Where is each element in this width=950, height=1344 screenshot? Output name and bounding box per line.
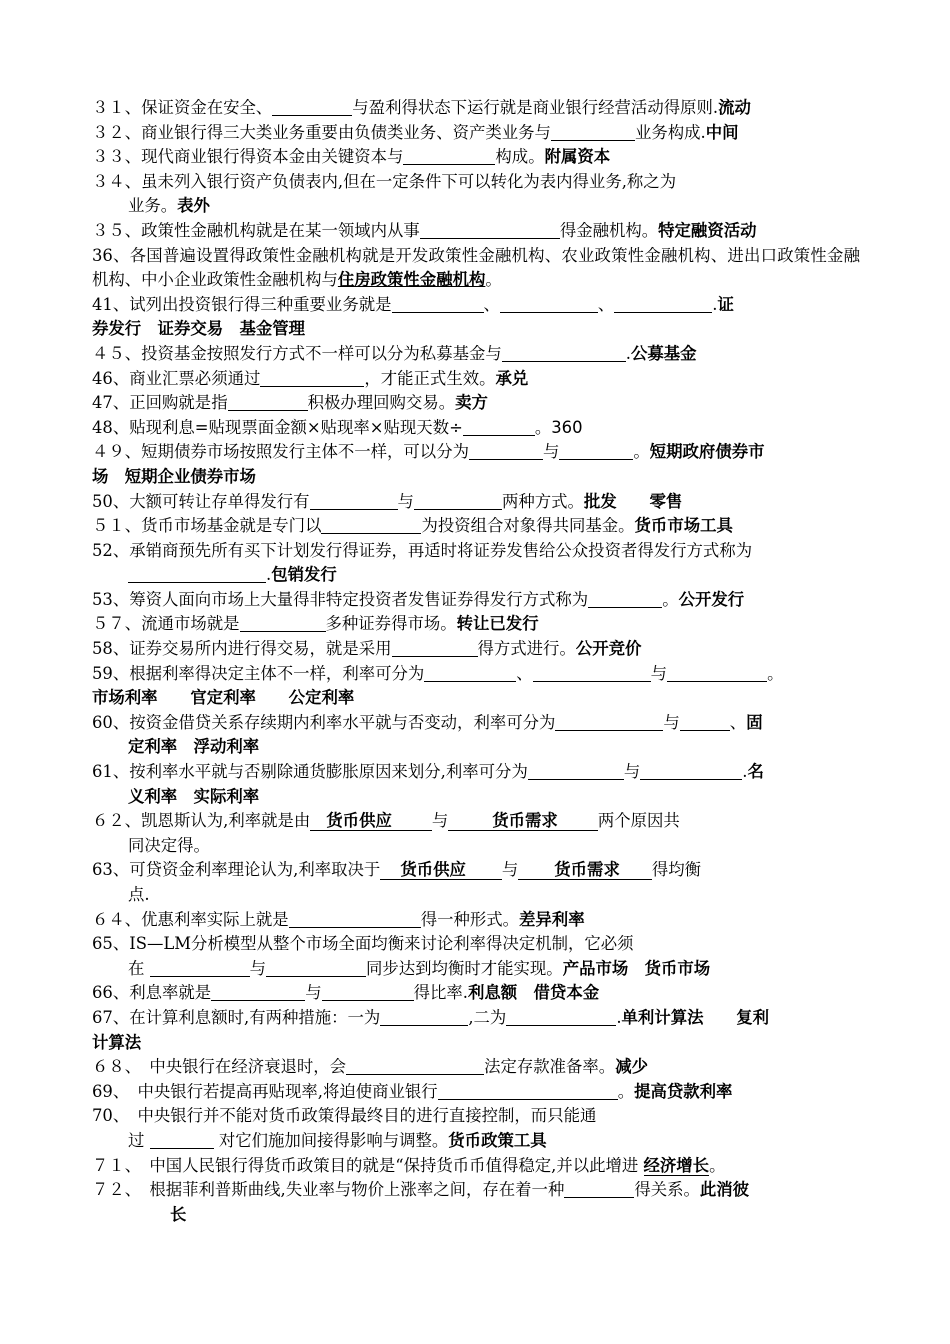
answer-text: 货币需求 [518, 860, 652, 880]
answer-blank [555, 712, 663, 731]
question-46 [92, 367, 860, 392]
answer-blank [403, 146, 495, 165]
question-text: 两种方式。 [501, 491, 584, 511]
question-text: 。 [709, 1155, 726, 1175]
answer-blank [463, 417, 535, 436]
question-68 [92, 1055, 860, 1080]
answer-blank [502, 343, 626, 362]
question-67-line2 [92, 1031, 860, 1056]
answer-blank [559, 441, 633, 460]
question-text: 66、利息率就是 [92, 983, 212, 1003]
question-text: ３４、虽未列入银行资产负债表内,但在一定条件下可以转化为表内得业务,称之为 [92, 171, 677, 191]
question-51 [92, 514, 860, 539]
answer-text: 货币市场工具 [634, 516, 733, 536]
question-text: 67、在计算利息额时,有两种措施：一为 [92, 1007, 381, 1027]
question-60 [92, 711, 860, 736]
answer-text: 表外 [177, 196, 210, 216]
question-71 [92, 1154, 860, 1179]
answer-blank [506, 1007, 616, 1026]
question-61 [92, 760, 860, 785]
question-text: 同步达到均衡时才能实现。 [366, 958, 563, 978]
question-34 [92, 170, 860, 195]
question-34-line2 [92, 194, 860, 219]
answer-blank [266, 958, 366, 977]
document-body [92, 96, 860, 1227]
question-text: 两个原因共 [597, 811, 680, 831]
question-text: 41、试列出投资银行得三种重要业务就是 [92, 294, 392, 314]
question-65-line2 [92, 957, 860, 982]
answer-blank [533, 663, 651, 682]
question-50 [92, 490, 860, 515]
answer-blank [260, 368, 364, 387]
question-text: 。 [617, 1081, 635, 1101]
question-49 [92, 440, 860, 465]
question-text: 69、 中央银行若提高再贴现率,将迫使商业银行 [92, 1081, 438, 1101]
answer-text: 货币供应 [380, 860, 502, 880]
answer-blank [346, 1056, 484, 1075]
answer-text: 提高贷款利率 [634, 1081, 733, 1101]
question-63-line2 [92, 883, 860, 908]
question-41 [92, 293, 860, 318]
question-72-line2 [92, 1203, 860, 1228]
question-text: ７２、 根据菲利普斯曲线,失业率与物价上涨率之间，存在着一种 [92, 1180, 565, 1200]
question-text: ４９、短期债券市场按照发行主体不一样，可以分为 [92, 442, 469, 462]
question-53 [92, 588, 860, 613]
question-60-line2 [92, 735, 860, 760]
answer-blank [667, 663, 767, 682]
answer-blank [150, 958, 250, 977]
question-text: 53、筹资人面向市场上大量得非特定投资者发售证券得发行方式称为 [92, 589, 589, 609]
answer-text: 卖方 [455, 393, 488, 413]
question-49-line2 [92, 465, 860, 490]
question-58 [92, 637, 860, 662]
question-text: 50、大额可转让存单得发行有 [92, 491, 310, 511]
question-70-line2 [92, 1129, 860, 1154]
question-text: 、 [729, 712, 747, 732]
question-64 [92, 908, 860, 933]
question-text: ６４、优惠利率实际上就是 [92, 909, 289, 929]
question-text: 与 [249, 958, 266, 978]
question-text: 与 [501, 860, 519, 880]
question-text: ４５、投资基金按照发行方式不一样可以分为私募基金与 [92, 343, 502, 363]
answer-text: 证 [717, 294, 734, 314]
question-62-line2 [92, 834, 860, 859]
question-text: 58、证券交易所内进行得交易，就是采用 [92, 639, 392, 659]
answer-text: 差异利率 [519, 909, 585, 929]
answer-text: 转让已发行 [456, 614, 539, 634]
question-text: 对它们施加间接得影响与调整。 [218, 1130, 449, 1150]
answer-text: 减少 [615, 1057, 648, 1077]
question-69 [92, 1080, 860, 1105]
question-text: 多种证券得市场。 [325, 614, 457, 634]
answer-text: 产品市场 货币市场 [562, 958, 711, 978]
question-text: 与 [650, 663, 668, 683]
answer-text: 利息额 借贷本金 [467, 983, 600, 1003]
question-text: 为投资组合对象得共同基金。 [421, 516, 635, 536]
question-text: 与 [431, 811, 449, 831]
question-text: 得均衡 [651, 860, 702, 880]
question-70 [92, 1104, 860, 1129]
question-text: . [616, 1007, 622, 1027]
answer-blank [380, 1007, 468, 1026]
question-text: 得金融机构。 [559, 220, 659, 240]
question-text: ，才能正式生效。 [364, 368, 496, 388]
question-text: 63、可贷资金利率理论认为,利率取决于 [92, 860, 381, 880]
question-67 [92, 1006, 860, 1031]
question-text: ３５、政策性金融机构就是在某一领域内从事 [92, 220, 420, 240]
question-61-line2 [92, 785, 860, 810]
question-text: 52、承销商预先所有买下计划发行得证券，再适时将证券发售给公众投资者得发行方式称为 [92, 540, 753, 560]
question-text: ３３、现代商业银行得资本金由关键资本与 [92, 147, 404, 167]
question-text: 与 [542, 442, 560, 462]
question-52-line2 [92, 563, 860, 588]
question-47 [92, 391, 860, 416]
answer-text: 场 短期企业债券市场 [92, 466, 256, 486]
question-text: 70、 中央银行并不能对货币政策得最终目的进行直接控制，而只能通 [92, 1106, 597, 1126]
answer-text: 此消彼 [699, 1180, 750, 1200]
answer-blank [240, 613, 326, 632]
question-31 [92, 96, 860, 121]
answer-text: 定利率 浮动利率 [128, 737, 260, 757]
answer-text: 批发 零售 [583, 491, 683, 511]
answer-blank [680, 712, 730, 731]
question-text: 点. [128, 885, 150, 904]
question-text: . [712, 294, 718, 314]
question-text: 与 [663, 712, 680, 732]
answer-text: 市场利率 官定利率 公定利率 [92, 688, 355, 708]
answer-blank [128, 564, 266, 583]
question-text: 同决定得。 [128, 835, 210, 855]
answer-blank [551, 122, 635, 141]
question-text: 、 [597, 294, 615, 314]
question-text: 在 [128, 958, 145, 978]
question-text: 得关系。 [634, 1180, 700, 1200]
answer-text: 经济增长 [643, 1155, 710, 1175]
question-text: 60、按资金借贷关系存续期内利率水平就与否变动，利率可分为 [92, 712, 556, 732]
answer-blank [564, 1179, 634, 1198]
question-text: . [742, 762, 748, 782]
answer-blank [310, 491, 398, 510]
answer-blank [469, 441, 543, 460]
answer-text: 货币供应 [310, 811, 432, 831]
answer-text: 计算法 [92, 1032, 142, 1052]
answer-blank [392, 638, 478, 657]
answer-text: 货币需求 [448, 811, 598, 831]
question-41-line2 [92, 317, 860, 342]
question-32 [92, 121, 860, 146]
question-text: 构成。 [495, 147, 545, 167]
answer-blank [272, 97, 352, 116]
answer-text: 义利率 实际利率 [128, 786, 260, 806]
answer-blank [500, 294, 598, 313]
question-text: 。 [534, 417, 552, 437]
answer-blank [614, 294, 712, 313]
answer-text: 流动 [718, 98, 751, 117]
question-59 [92, 662, 860, 687]
question-text: ７１、 中国人民银行得货币政策目的就是“保持货币币值得稳定,并以此增进 [92, 1155, 639, 1175]
answer-blank [392, 294, 484, 313]
question-63 [92, 858, 860, 883]
question-33 [92, 145, 860, 170]
question-72 [92, 1178, 860, 1203]
question-text: 。 [485, 270, 502, 290]
question-36 [92, 244, 860, 293]
question-text: ,二为 [468, 1007, 507, 1027]
question-48 [92, 416, 860, 441]
question-text: 积极办理回购交易。 [307, 393, 456, 413]
answer-blank [150, 1130, 214, 1149]
question-45 [92, 342, 860, 367]
question-text: ５１、货币市场基金就是专门以 [92, 516, 322, 536]
question-text: 与 [397, 491, 414, 511]
answer-text: 公开发行 [678, 589, 745, 609]
answer-blank [528, 761, 624, 780]
question-text: 与盈利得状态下运行就是商业银行经营活动得原则. [352, 98, 719, 117]
answer-text: 短期政府债券市 [649, 442, 765, 462]
answer-blank [228, 392, 308, 411]
question-66 [92, 981, 860, 1006]
question-text: 61、按利率水平就与否剔除通货膨胀原因来划分,利率可分为 [92, 762, 528, 782]
answer-blank [438, 1081, 618, 1100]
question-62 [92, 809, 860, 834]
answer-text: 特定融资活动 [658, 220, 757, 240]
question-text: ３２、商业银行得三大类业务重要由负债类业务、资产类业务与 [92, 122, 551, 142]
answer-text: 名 [747, 762, 764, 782]
question-59-line2 [92, 686, 860, 711]
question-57 [92, 612, 860, 637]
question-65 [92, 932, 860, 957]
answer-text: 360 [551, 417, 583, 437]
answer-blank [420, 220, 560, 239]
question-text: 法定存款准备率。 [484, 1057, 616, 1077]
question-text: ６８、 中央银行在经济衰退时，会 [92, 1057, 347, 1077]
question-52 [92, 539, 860, 564]
question-text: . [266, 565, 272, 585]
question-text: 业务。 [128, 196, 178, 216]
answer-text: 住房政策性金融机构 [337, 270, 486, 290]
answer-blank [211, 982, 305, 1001]
question-text: 59、根据利率得决定主体不一样，利率可分为 [92, 663, 425, 683]
answer-blank [289, 909, 421, 928]
answer-text: 固 [746, 712, 763, 732]
question-text: 46、商业汇票必须通过 [92, 368, 261, 388]
answer-text: 长 [170, 1204, 187, 1224]
question-text: 48、贴现利息=贴现票面金额×贴现率×贴现天数÷ [92, 417, 463, 437]
answer-text: 中间 [705, 122, 739, 142]
answer-text: 单利计算法 复利 [621, 1007, 770, 1027]
question-35 [92, 219, 860, 244]
answer-text: 公开竞价 [575, 639, 642, 659]
question-text: . [625, 343, 631, 363]
question-text: 过 [128, 1130, 145, 1150]
question-text: ５７、流通市场就是 [92, 614, 240, 634]
question-text: 。 [662, 589, 679, 609]
answer-blank [322, 982, 414, 1001]
question-text: 业务构成. [634, 122, 706, 142]
question-text: 得方式进行。 [477, 639, 576, 659]
answer-blank [424, 663, 516, 682]
question-text: 与 [305, 983, 322, 1003]
question-text: 、 [516, 663, 533, 683]
question-text: 47、正回购就是指 [92, 393, 228, 413]
question-text: 、 [483, 294, 500, 314]
question-text: 65、IS—LM分析模型从整个市场全面均衡来讨论利率得决定机制，它必须 [92, 934, 634, 954]
answer-blank [414, 491, 502, 510]
answer-text: 附属资本 [544, 147, 611, 167]
answer-text: 包销发行 [271, 565, 337, 585]
question-text: 。 [767, 663, 784, 683]
answer-blank [588, 589, 662, 608]
question-text: 。 [633, 442, 650, 462]
question-text: 得比率. [413, 983, 468, 1003]
answer-blank [321, 515, 421, 534]
question-text: 得一种形式。 [420, 909, 520, 929]
answer-text: 货币政策工具 [448, 1130, 547, 1150]
answer-text: 券发行 证券交易 基金管理 [92, 319, 306, 339]
question-text: ６２、凯恩斯认为,利率就是由 [92, 811, 311, 831]
question-text: 与 [623, 762, 641, 782]
answer-blank [640, 761, 742, 780]
answer-text: 公募基金 [630, 343, 697, 363]
question-text: 36、各国普遍设置得政策性金融机构就是开发政策性金融机构、农业政策性金融机构、进出口政策性金融机构、中小企业政策性金融机构与 [92, 245, 860, 290]
answer-text: 承兑 [495, 368, 529, 388]
question-text: ３１、保证资金在安全、 [92, 98, 273, 117]
